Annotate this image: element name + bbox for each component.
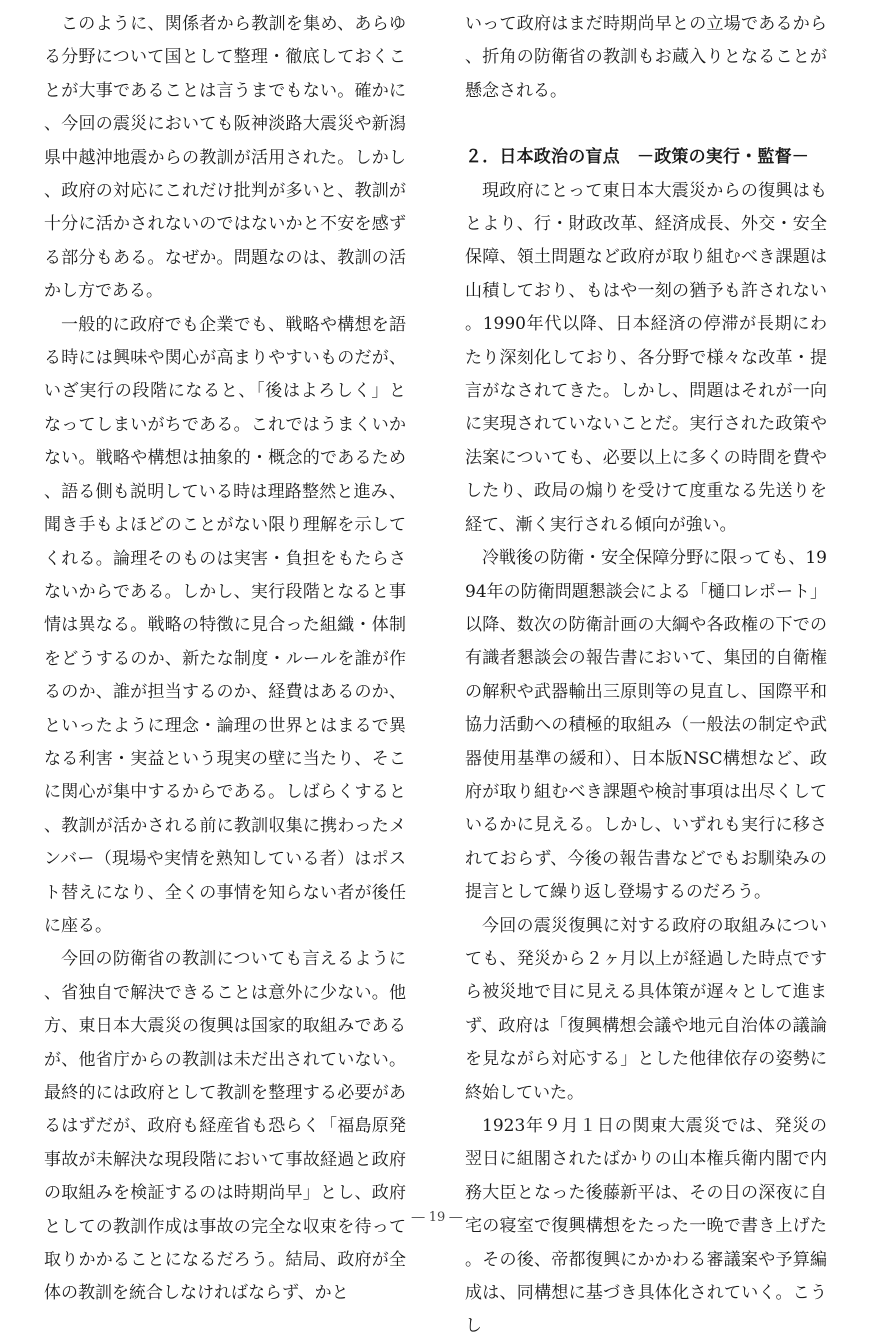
body-paragraph: 今回の震災復興に対する政府の取組みについても、発災から２ヶ月以上が経過した時点ですら被災地で目に見える具体策が遅々として進まず、政府は「復興構想会議や地元自治体の議論を見ながら対応する」とした他律依存の姿勢に終始していた。 [465,915,827,1103]
right-column [465,8,827,1344]
page-number: ― 19 ― [411,1210,463,1225]
body-paragraph: 一般的に政府でも企業でも、戦略や構想を語る時には興味や関心が高まりやすいものだが、いざ実行の段階になると、「後はよろしく」となってしまいがちである。これではうまくいかない。戦略や構想は抽象的・概念的であるため、語る側も説明している時は理路整然と進み、聞き手もよほどのことがない限り理解を示してくれる。論理そのものは実害・負担をもたらさないからである。しかし、実行段階となると事情は異なる。戦略の特徴に見合った組織・体制をどうするのか、新たな制度・ルールを誰が作るのか、誰が担当するのか、経費はあるのか、といったように理念・論理の世界とはまるで異なる利害・実益という現実の壁に当たり、そこに関心が集中するからである。しばらくすると、教訓が活かされる前に教訓収集に携わったメンバー（現場や実情を熟知している者）はポスト替えになり、全くの事情を知らない者が後任に座る。 [44,314,406,936]
body-paragraph: 1923年９月１日の関東大震災では、発災の翌日に組閣されたばかりの山本権兵衛内閣で内務大臣となった後藤新平は、その日の深夜に自宅の寝室で復興構想をたった一晩で書き上げた。その後、帝都復興にかかわる審議案や予算編成は、同構想に基づき具体化されていく。こうし [465,1116,827,1337]
continued-paragraph: いって政府はまだ時期尚早との立場であるから、折角の防衛省の教訓もお蔵入りとなることが懸念される。 [465,14,827,101]
section-heading: ２．日本政治の盲点 －政策の実行・監督－ [465,147,809,168]
body-paragraph: このように、関係者から教訓を集め、あらゆる分野について国として整理・徹底しておくことが大事であることは言うまでもない。確かに、今回の震災においても阪神淡路大震災や新潟県中越沖地震からの教訓が活用された。しかし、政府の対応にこれだけ批判が多いと、教訓が十分に活かされないのではないかと不安を感ずる部分もある。なぜか。問題なのは、教訓の活かし方である。 [44,14,406,302]
left-column [44,8,406,1311]
body-paragraph: 現政府にとって東日本大震災からの復興はもとより、行・財政改革、経済成長、外交・安全保障、領土問題など政府が取り組むべき課題は山積しており、もはや一刻の猶予も許されない。1990年代以降、日本経済の停滞が長期にわたり深刻化しており、各分野で様々な改革・提言がなされてきた。しかし、問題はそれが一向に実現されていないことだ。実行された政策や法案についても、必要以上に多くの時間を費やしたり、政局の煽りを受けて度重なる先送りを経て、漸く実行される傾向が強い。 [465,180,827,535]
body-paragraph: 今回の防衛省の教訓についても言えるように、省独自で解決できることは意外に少ない。他方、東日本大震災の復興は国家的取組みであるが、他省庁からの教訓は未だ出されていない。最終的には政府として教訓を整理する必要があるはずだが、政府も経産省も恐らく「福島原発事故が未解決な現段階において事故経過と政府の取組みを検証するのは時期尚早」とし、政府としての教訓作成は事故の完全な収束を待って取りかかることになるだろう。結局、政府が全体の教訓を統合しなければならず、かと [44,949,406,1304]
body-paragraph: 冷戦後の防衛・安全保障分野に限っても、1994年の防衛問題懇談会による「樋口レポート」以降、数次の防衛計画の大綱や各政権の下での有識者懇談会の報告書において、集団的自衛権の解釈や武器輸出三原則等の見直し、国際平和協力活動への積極的取組み（一般法の制定や武器使用基準の緩和）、日本版NSC構想など、政府が取り組むべき課題や検討事項は出尽くしているかに見える。しかし、いずれも実行に移されておらず、今後の報告書などでもお馴染みの提言として繰り返し登場するのだろう。 [465,548,827,903]
